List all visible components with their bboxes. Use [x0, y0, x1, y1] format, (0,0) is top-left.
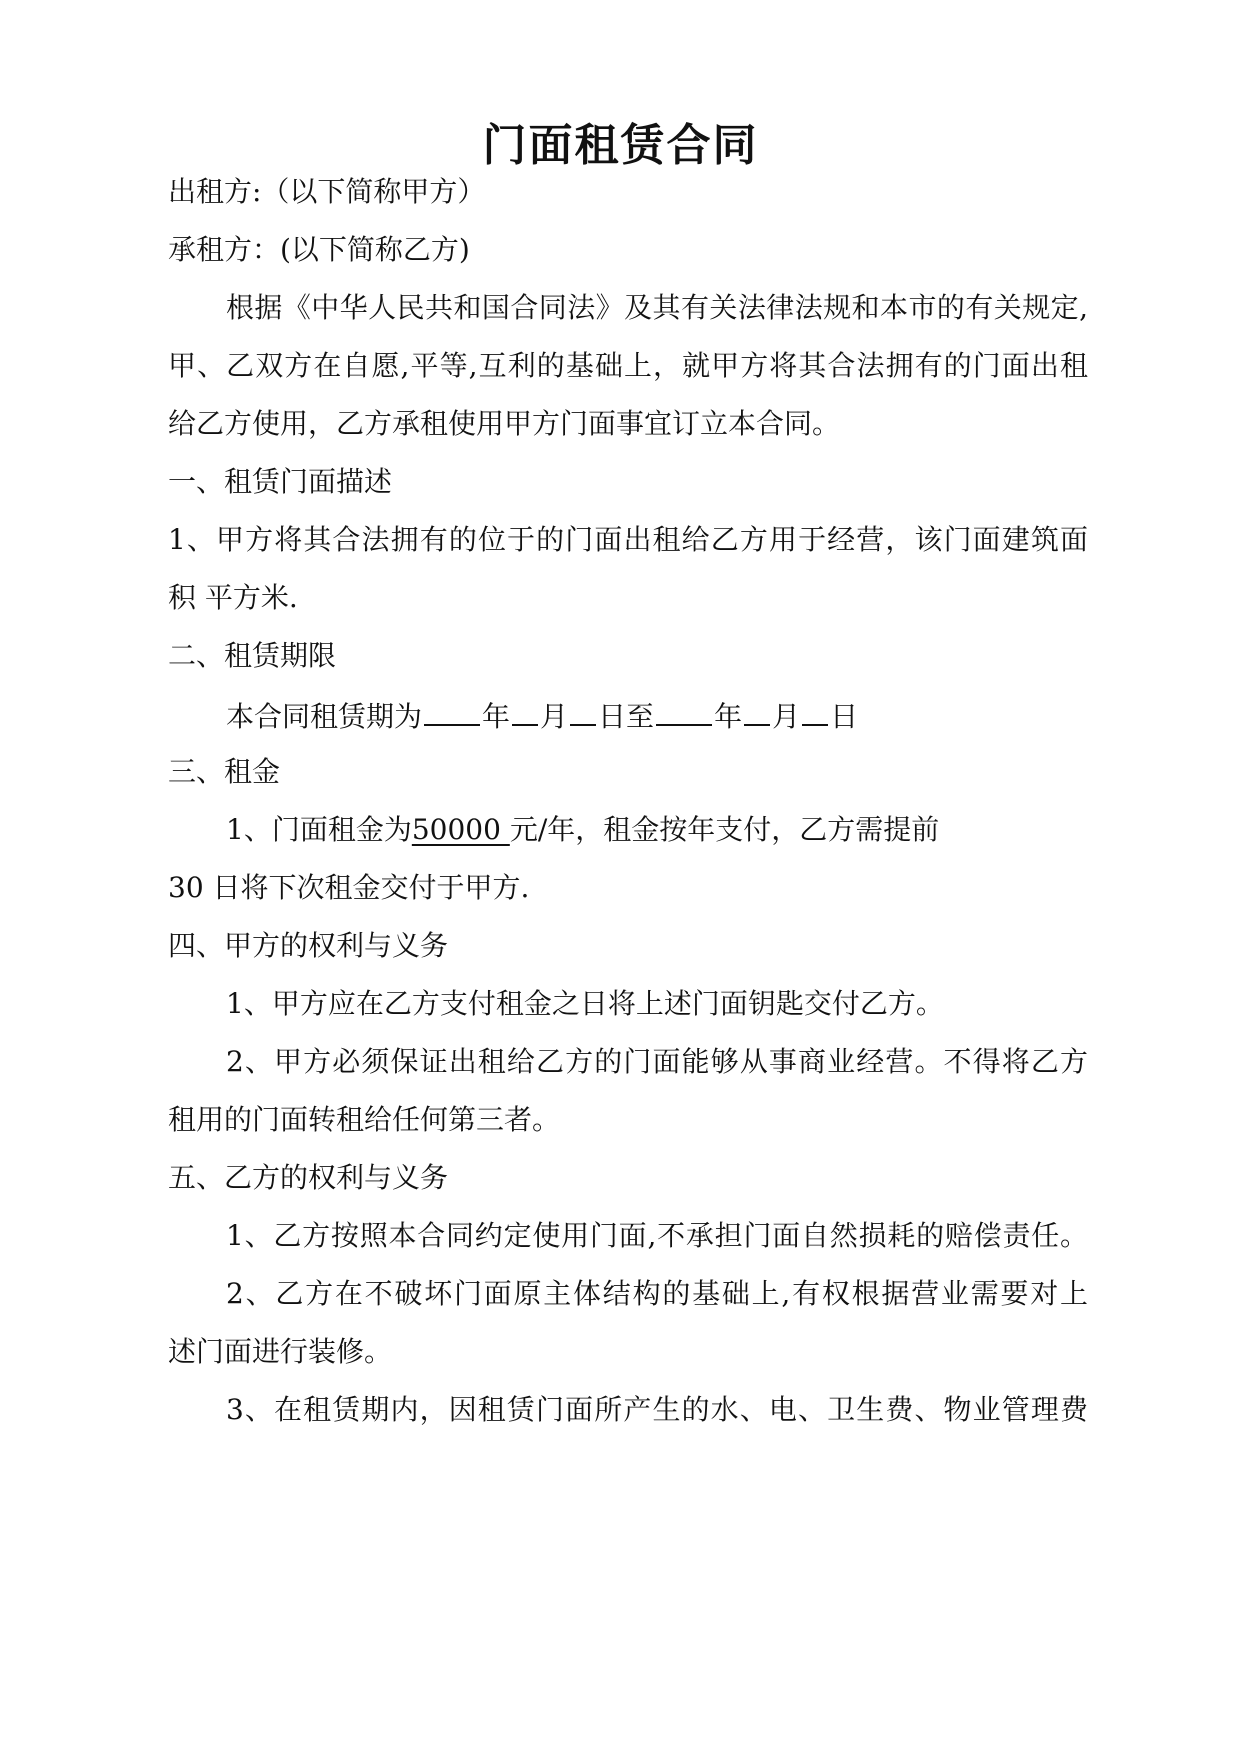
start-day-to-label: 日至: [598, 700, 655, 733]
section-5-heading: 五、乙方的权利与义务: [168, 1161, 449, 1194]
section-5-item-3-line-1: 3、在租赁期内，因租赁门面所产生的水、电、卫生费、物业管理费: [226, 1393, 1088, 1426]
end-month-blank: [744, 694, 770, 726]
section-4-item-2-line-2: 租用的门面转租给任何第三者。: [168, 1103, 561, 1136]
end-year-label: 年: [714, 700, 743, 733]
start-year-label: 年: [482, 700, 511, 733]
start-month-blank: [512, 694, 538, 726]
rent-line-1: [226, 810, 1088, 850]
start-month-label: 月: [540, 700, 569, 733]
preamble-line-3: 给乙方使用，乙方承租使用甲方门面事宜订立本合同。: [168, 407, 841, 440]
document-title: 门面租赁合同: [482, 120, 759, 171]
preamble-line-1: 根据《中华人民共和国合同法》及其有关法律法规和本市的有关规定,: [226, 291, 1088, 324]
preamble-line-2: 甲、乙双方在自愿,平等,互利的基础上，就甲方将其合法拥有的门面出租: [168, 349, 1088, 382]
section-4-item-2-line-1: 2、甲方必须保证出租给乙方的门面能够从事商业经营。不得将乙方: [226, 1045, 1088, 1078]
section-5-item-1: 1、乙方按照本合同约定使用门面,不承担门面自然损耗的赔偿责任。: [226, 1219, 1088, 1252]
end-day-blank: [802, 694, 828, 726]
end-month-label: 月: [772, 700, 801, 733]
section-4-heading: 四、甲方的权利与义务: [168, 929, 449, 962]
section-1-line-1: 1、甲方将其合法拥有的位于的门面出租给乙方用于经营，该门面建筑面: [168, 523, 1088, 556]
rent-line-2: 30 日将下次租金交付于甲方.: [168, 871, 530, 904]
section-4-item-1: 1、甲方应在乙方支付租金之日将上述门面钥匙交付乙方。: [226, 987, 944, 1020]
start-day-blank: [570, 694, 596, 726]
section-5-item-2-line-2: 述门面进行装修。: [168, 1335, 393, 1368]
section-3-heading: 三、租金: [168, 755, 281, 788]
section-1-line-2: 积 平方米.: [168, 581, 298, 614]
end-year-blank: [656, 694, 712, 726]
lease-term-prefix: 本合同租赁期为: [226, 700, 423, 733]
end-day-label: 日: [830, 700, 859, 733]
lease-term-line: [226, 694, 1088, 734]
section-1-heading: 一、租赁门面描述: [168, 465, 393, 498]
rent-suffix: 元/年，租金按年支付，乙方需提前: [509, 813, 940, 846]
lessor-line: 出租方:（以下简称甲方）: [168, 175, 486, 208]
section-5-item-2-line-1: 2、乙方在不破坏门面原主体结构的基础上,有权根据营业需要对上: [226, 1277, 1088, 1310]
start-year-blank: [424, 694, 480, 726]
lessee-line: 承租方：(以下简称乙方): [168, 233, 470, 266]
rent-prefix: 1、门面租金为: [226, 813, 412, 846]
rent-amount: 50000: [411, 813, 510, 846]
section-2-heading: 二、租赁期限: [168, 639, 337, 672]
